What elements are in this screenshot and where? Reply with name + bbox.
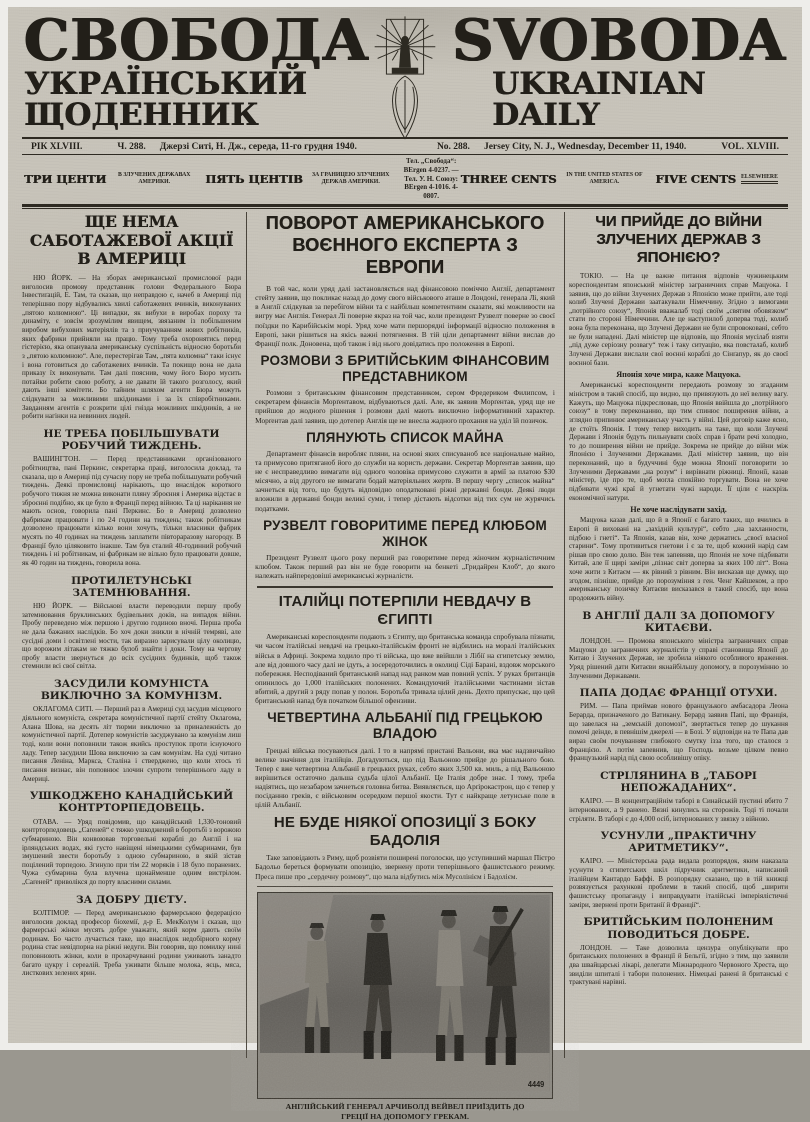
news-photo <box>257 892 553 1099</box>
section-rule <box>257 586 553 588</box>
article-headline: ЗАСУДИЛИ КОМУНІСТА ВИКЛЮЧНО ЗА КОМУНІЗМ. <box>24 678 239 702</box>
price-en-foreign-note: ELSEWHERE <box>741 174 778 184</box>
price-ua-domestic: ТРИ ЦЕНТИ <box>24 172 106 186</box>
article-headline: НЕ ТРЕБА ПОБІЛЬШУВАТИ РОБУЧИЙ ТИЖДЕНЬ. <box>24 428 239 452</box>
article-subhead: Японія хоче мира, каже Мацуока. <box>569 370 788 379</box>
article-headline: В АНГЛІЇ ДАЛІ ЗА ДОПОМОГУ КИТАЄВИ. <box>571 610 786 634</box>
tryzub-emblem-icon <box>361 13 449 148</box>
article-headline: ПОВОРОТ АМЕРИКАНСЬКОГО ВОЄННОГО ЕКСПЕРТА З ЕВРОПИ <box>261 213 549 279</box>
article <box>255 814 555 880</box>
masthead-subtitle-latin: UKRAINIAN DAILY <box>492 69 786 131</box>
price-ua-foreign: ПЯТЬ ЦЕНТІВ <box>205 172 302 186</box>
article <box>255 213 555 348</box>
article-headline: ПРОТИЛЕТУНСЬКІ ЗАТЕМНЮВАННЯ. <box>24 575 239 599</box>
article-body: ЛОНДОН. — Таке дозволила цензура опублікувати про британських полонених в Франції й Бельгії, згідно з тим, що заявили два швайцарські лікарі, делегати Міжнародного Червоного Хреста, що звиділи шпиталі і табори полонених. Німецькі ранені й британські є трактувані нарівні. <box>569 944 788 987</box>
article <box>255 353 555 425</box>
article-body: РИМ. — Папа приймав нового французького амбасадора Леона Берарда, призначеного до Ватикану. Берард заявив Папі, що Франція, що завелася на „земській допомозі“, звертається тепер до шукання помочі деінде, в певнішім джерелі — в Бозі. У відповіди на те Папа дав вираз своїм почуванням глибокого смутку ізза того, що сталося з Францією. А потім запевнив, що Господь возьме цілком певно французький нарід під свою особливішу опіку. <box>569 702 788 762</box>
photo-caption: АНГЛІЙСЬКИЙ ГЕНЕРАЛ АРЧИБОЛД ВЕЙВЕЛ ПРИЇЗДИТЬ ДО ГРЕЦІЇ НА ДОПОМОГУ ГРЕКАМ. <box>271 1102 539 1122</box>
article-headline: РОЗМОВИ З БРИТІЙСЬКИМ ФІНАНСОВИМ ПРЕДСТАВНИКОМ <box>259 353 551 385</box>
price-en-foreign: FIVE CENTS <box>655 172 736 186</box>
article-headline: СТРІЛЯНИНА В „ТАБОРІ НЕПОЖАДАНИХ“. <box>571 770 786 794</box>
dateline-date-ua: Джерзі Ситі, Н. Дж., середа, 11-го грудня 1940. <box>160 142 357 152</box>
right-column <box>569 212 788 1058</box>
masthead-title-latin: SVOBODA <box>452 13 786 69</box>
article-body: БОЛТІМОР. — Перед американською фармерською федерацією виголосив доклад професор біохемії, д-р Е. МекКолум і сказав, що фармерські жінки мусять добре уважати, який корм дають своїм родинам. Бо часто лучається таке, що внаслідок недобірного корму родина стає невідпорна на ріжні недуги. Він говорив, що помилку нині поповнюють жінки, коли в прохарчуванні родини уживають занадто багато цукру і сереалій. Треба уживати більше молока, яєць, мяса, листкових зелених ярин. <box>22 909 241 978</box>
article <box>22 575 241 671</box>
telephone-line: Тел. „Свобода“: BErgen 4-0237. — Тел. У. Н. Союзу: BErgen 4-1016. 4-0807. <box>402 157 461 201</box>
article <box>22 678 241 783</box>
article <box>22 213 241 421</box>
article-body: ТОКІО. — На це важне питання відповів чужинецьким кореспондентам японський міністер заграничних справ Мацуока. І заявив, що до війни Злучених Держав з Японією може прийти, але тоді колиб Злучені Держави заатакували Німеччину. Згідно з вимогами „потрійного союзу“, Японія вважалаб тоді своїм „святим обовязком“ стати по стороні Німеччини. Але це наступилоб доперва тоді, колиб вона була переконана, що Злучені Держави не були спровоковані, себто не були нападені. Далі міністер ще відповів, що Японія мусілаб взяти „під дуже серіозну розвагу“ теж і таку ситуацію, яка повсталаб, колиб Злучені Держави вислали свої воєнні кораблі до Сінґапур, як до своєї воєнної бази. <box>569 272 788 367</box>
article-headline: ПАПА ДОДАЄ ФРАНЦІЇ ОТУХИ. <box>571 687 786 699</box>
price-ua-foreign-note: ЗА ГРАНИЦЕЮ ЗЛУЧЕНИХ ДЕРЖАВ АМЕРИКИ. <box>308 172 394 185</box>
article-body: КАІРО. — Міністерська рада видала розпорядок, яким наказала усунути з єгипетських шкіл підручник аритметики, написаний італійцем Кантардо Баффі. В розпорядку сказано, що в тій книжці розвязується рахункові проблеми в такий спосіб, щоб „ширити фашистську пропаганду і виправдувати італійські імперіялістичні заміри, звернені проти Британії й Франції“. <box>569 857 788 909</box>
article-headline: ЗА ДОБРУ ДІЄТУ. <box>24 894 239 906</box>
article-headline: УШКОДЖЕНО КАНАДІЙСЬКИЙ КОНТРТОРПЕДОВЕЦЬ. <box>24 790 239 814</box>
news-photo-figure <box>257 892 553 1122</box>
dateline-issue-ua: Ч. 288. <box>117 142 145 152</box>
article-body: Мацуока казав далі, що й в Японії є багато таких, що вчились в Европі й виховані на „західній культурі“, себто „на захланности, підбою і гнеті“. Та Японія, казав він, хоче держатись „своєї власної старини“. Тому противиться гнетови і є за те, щоб кожний нарід сам рішав про свою долю. Він теж запевняв, що Японія не хоче підбивати Китай, але її щирі заміри „пізнає світ доперва за яких 100 літ“. Вона хоче жити з Китаєм — як рівний з рівним. Він висказав ще думку, що згодом, пізніше, прийде до порозуміння з ген. Ченг Кайшеком, а про американську позичку Китаєви висказався в такий спосіб, що вона продовжить війну. <box>569 516 788 602</box>
article <box>569 916 788 987</box>
article-body: Грецькі війська посуваються далі. І то в напрямі пристані Вальони, яка має надзвичайно велике значіння для італійців. Догадуються, що під Вальоною прийде до рішального бою. Тепер є вже четвертина Альбанії в грецьких руках, себто яких 3,500 кв. миль, а під Вальоною вирішиться остаточно дальша судьба цілої Альбанії. Це Італія добре знає. І тому, треба надіятись, що незабаром зачнеться головна битва. Виявляється, що Арґірокастрон, що є тепер у посіданню греків, є військовим осередком першої якости. Тут є найкраще летунське поле в цілій Альбанії. <box>255 746 555 810</box>
masthead-title-cyrillic: СВОБОДА <box>24 13 370 69</box>
article-body: Розмови з британським фінансовим представником, сером Фредериком Филипсом, і секретарем фінансів Морґентавом, відбуваються далі. Але, як заявив Морґентав, уряд ще не прийшов до жодного рішення і розмови далі мають виключно інформативний характер. Морґентав далі заявив, що дотепер Англія ще не внесла жадного прохання на уділ їй позичок. <box>255 388 555 424</box>
article-headline: ЧЕТВЕРТИНА АЛЬБАНІЇ ПІД ГРЕЦЬКОЮ ВЛАДОЮ <box>259 710 551 742</box>
photo-credit-number: 4449 <box>528 1079 544 1088</box>
masthead-rule-thin <box>22 208 788 209</box>
article <box>255 430 555 513</box>
price-en-domestic: THREE CENTS <box>461 172 557 186</box>
article <box>569 610 788 681</box>
section-rule <box>257 886 553 887</box>
masthead-rule <box>22 204 788 207</box>
masthead-subtitle-cyrillic: УКРАЇНСЬКИЙ ЩОДЕННИК <box>24 69 492 131</box>
column-layout <box>22 212 788 1058</box>
dateline-vol-en: VOL. XLVIII. <box>721 142 779 152</box>
dateline-date-en: Jersey City, N. J., Wednesday, December 11, 1940. <box>484 142 686 152</box>
article-body: ОТАВА. — Уряд повідомив, що канадійський 1,330-тоновий контрторпедовець „Саґеней“ є тяжко ушкоджений в боротьбі з ворожою субмариною. Він конвоював торговельні кораблі до Англії і на ірляндських водах, які густо навіщені німецькими субмаринами, був змушений звести боротьбу з одною субмариною, в якій зістав поцілений торпедою. Згинуло при тім 22 моряків і 18 було поранених. Чужа субмарина була влучена щонайменше одним вистрілом. „Саґеней“ приволікся до порту власними силами. <box>22 818 241 887</box>
article-headline: РУЗВЕЛТ ГОВОРИТИМЕ ПЕРЕД КЛЮБОМ ЖІНОК <box>259 518 551 550</box>
article-body: Таке заповідають з Риму, щоб розвіяти поширені поголоски, що уступивший маршал Пієтро Бадольо береться формувати опозицію, звернену проти теперішнього фашистського режиму. Преса пише про „сердечну розмову“, що мала відбутись між Мусолінієм і Бадолієм. <box>255 853 555 880</box>
article-body: Президент Рузвелт цього року перший раз говоритиме перед жіночим журналістичним клюбом. Також перший раз він не буде говорити на бенкеті „Гридайрен Клоб“, до якого належать найпередовіші американські журналісти. <box>255 553 555 580</box>
article-body: ОКЛАГОМА СИТІ. — Перший раз в Америці суд засудив місцевого діяльного комуніста, секретара комуністичної партії стейту Оклагома, Алана Шова, на десять літ тюрми виключно за приналежність до комуністичної партії. Дотепер комуністів засуджувано за комунізм лиш тоді, коли вони поповнили також якийсь проступок проти існуючого ладу. Тепер засудили Шова виключно за сам комунізм. На суді читано писання Леніна, Маркса, Сталіна і стверджено, що коли хтось ті писання визнає, він поповнює злочин супроти теперішнього ладу в Америці. <box>22 705 241 783</box>
article <box>569 830 788 909</box>
article-headline: НЕ БУДЕ НІЯКОЇ ОПОЗИЦІЇ З БОКУ БАДОЛІЯ <box>259 814 551 850</box>
article <box>255 710 555 809</box>
article-headline: ЩЕ НЕМА САБОТАЖЕВОЇ АКЦІЇ В АМЕРИЦІ <box>26 213 237 268</box>
masthead <box>22 11 788 133</box>
article <box>22 894 241 978</box>
article <box>569 770 788 823</box>
price-en-domestic-note: IN THE UNITED STATES OF AMERICA. <box>561 172 647 185</box>
article <box>22 790 241 886</box>
price-bar <box>22 154 788 204</box>
article-body: ЛОНДОН. — Промова японського міністра заграничних справ Мацуоки до заграничних журналістів у справі становища Японії до Китаю і Злучених Держав, не зробила ніякого особливого враження. Уряд рішений дати Китаєви якнайбільшу допомогу, в порозумінню зо Злученими Державами. <box>569 637 788 680</box>
article-subhead: Не хоче наслідувати захід. <box>569 505 788 514</box>
article-body: Американські кореспонденти передають розмову зо згаданим міністром в такий спосіб, що видно, що привязують до неї велику вагу. Кажуть, що Мацуока підкреслював, що Японія ввійшла до „потрійного союзу“ в тому переконанню, що тим спинює поширення війни, а зглядно припинює американську участь у війні. Цей договір каже ясно, де стоїть Японія. І тому тепер виходить на таке, що коли Злучені Держави і Японія будуть пильнувати своїх справ і брати речі холодно, то до поширення війни не прийде. Зокрема не прийде до війни між Японією і Злученими Державами. Далі міністер заявив, що він переконаний, що в будуччині буде можна Японії поговорити зо Злученими Державами „на розум“ і вирівнати ріжниці. Японії, казав міністер, іде про те, щоб могла спокійно торгувати. Вона не хоче підбивати чужі краї й угнетати чужі народи. Її ціли є наскрізь економічної натури. <box>569 381 788 502</box>
price-ua-domestic-note: В ЗЛУЧЕНИХ ДЕРЖАВАХ АМЕРИКИ. <box>111 172 197 185</box>
article <box>255 593 555 705</box>
article <box>255 518 555 581</box>
article-body: В той час, коли уряд далі застановляється над фінансовою поміччю Англії, департамент стейту заявив, що покликає назад до дому свого військового аташе в Лондоні, генерала Лі, який в Англії слідкував за перебігом війни та є найбільш компетентним сказати, які можливости на вигру має Англія. Генерал Лі поверне якраз на той час, коли президент Рузвелт поверне зо своєї поїздки по Карибійськім морі. Уряд хоче мати першорядні інформації відносно положення в Европі, заки рішиться на якісь важні потягнення. В тій ціли департамент війни вислав до Франції полк. Доновена, щоб також і від нього довідатись про положення в Европі. <box>255 284 555 348</box>
left-column <box>22 212 241 1058</box>
article-body: Департамент фінансів виробляє пляни, на основі яких списуваноб все національне майно, та примусово притяганоб його до служби на користь держави. Секретар Морґентав заявив, що не є несправедливо вимагати від одного чоловіка примусово служити в армії за платою $30 місячно, а від другого не вимагати бодай матеріяльних жертв. В першу чергу „список майна“ зачнеться від того, що будуть відповідно оподатковані ріжні державні бонди. Деякі люди вложили в державні бонди великі суми, і тепер дістають відсотки від тих сум не журячись податками. <box>255 449 555 513</box>
article-body: НЮ ЙОРК. — Військові власти переводили першу пробу затемнювання бруклинських будівельних доків, на випадок війни. Пробу переведено між першою і другою годиною вночі. Перша проба не дала бажаних наслідків. Бо хоч доки зникли в нічній темряві, але сусідні доми і освітлені мости, так виразно зарисували цілу околицю, що ворожим літакам не тяжко булоб знайти і доки. Тому на чергову пробу власти звернуться до всіх сусідних будинків, щоб також стемнили всі свої світла. <box>22 602 241 671</box>
article <box>22 428 241 568</box>
article-body: ВАШИНГТОН. — Перед представниками організованого робітництва, пані Перкинс, секретарка праці, виголосила доклад, та сказала, що в Америці під сучасну пору не треба побільшувати робучий тиждень. Деякі промисловці нарікають, що внаслідок короткого робучого тижня не можна виконати пляну зброєння і Америка відстає в зброєнні подібно, як це було в Франції перед війною. Та ці нарікання не мають основ, говорила пані Перкинс. Бо в Америці дозволено фабрикам працювати і по 24 години на тиждень; також робітникам дозволено працювати кілько вони хочуть, тільки власники фабрик мусять по 40 годинах на тиждень заплатити півтораразову нагороду. В Франції було ціляковито інакше. Там був сталий 40-годинний робучий тиждень і ні робітникам, ні фабрикам не вільно було працювати довше, як 40 годин на тиждень, говорила вона. <box>22 455 241 567</box>
dateline-issue-en: No. 288. <box>437 142 470 152</box>
article <box>569 687 788 763</box>
dateline-year-ua: РІК XLVIII. <box>31 142 82 152</box>
article-body: Американські кореспонденти подають з Єгипту, що британська команда спробувала пізнати, чи часом італійські невдачі на грецько-італійськім фронті не відбились на моралі італійських військ в Африці. Зокрема ходило про ті війська, що вже ввійшли з Лібії на єгипетську землю, але від довшого часу далі не ідуть, а зосередоточились в околиці Сіді Барані, вздовж морського побережжя. Несподіваний британський напад над ранком мав повний успіх. У руках британців опинилось до 1,000 італійських полонених. Командуючий італійськими частинами зістав вбитий, а другий з ряду попав у полон. Боротьба тривала цілий день. Дехто припускає, що цей британський напад був початком більшої офензиви. <box>255 632 555 705</box>
center-column <box>251 212 559 1058</box>
article-headline: ЧИ ПРИЙДЕ ДО ВІЙНИ ЗЛУЧЕНИХ ДЕРЖАВ З ЯПОНІЄЮ? <box>571 213 786 267</box>
article-headline: УСУНУЛИ „ПРАКТИЧНУ АРИТМЕТИКУ“. <box>571 830 786 854</box>
article <box>569 213 788 602</box>
article-headline: ПЛЯНУЮТЬ СПИСОК МАЙНА <box>259 430 551 446</box>
newspaper-page <box>8 7 802 1043</box>
article-body: КАІРО. — В концентраційнім таборі в Синайській пустині вбито 7 інтернованих, а 9 ранено. Вязні кинулись на сторожів. Тоді ті почали стріляти. В таборі є до 4,000 осіб, інтернованих у звязку з війною. <box>569 797 788 823</box>
article-headline: ІТАЛІЙЦІ ПОТЕРПІЛИ НЕВДАЧУ В ЄГИПТІ <box>259 593 551 629</box>
article-body: НЮ ЙОРК. — На зборах американської промислової ради виголосив промову представник голови Федерального Бюра Інвестиґацій, Е. Там, та сказав, що неправдою є, начеб в Америці під теперішню пору відбувались хвилі саботажевих вчинків, виконуваних „пятою колюмною“. Ці випадки, як вибухи в виробах пороху та динаміту, є зовсім зрозумілим явищем, звязаним із побільшеним виробом вибухових матеріялів та з приучуванням нових робітників, яких фабрики прийняли на працю. Тому треба охоронятись перед гістерією, яка опанувала американську суспільність відносно боротьби з „пятою колюмною“. Але, перестерігав Там, „пята колюмна“ таки існує і вона готовиться до саботажевих вчинків. Та покищо вона не дала приказу їх виконувати. Там далі пояснив, чому його Бюро мусить потайки робити свою роботу, а не давати їй такого розголосу, який дають інші комітети. Бо тайним шляхом агенти Бюра можуть слідкувати за можливими шкідниками і за їх співробітниками. Завданням агентів є розкрити цілі гнізда можливих шкідників, а не робити нагінки на невинних людей. <box>22 274 241 421</box>
article-headline: БРИТІЙСЬКИМ ПОЛОНЕНИМ ПОВОДИТЬСЯ ДОБРЕ. <box>571 916 786 940</box>
